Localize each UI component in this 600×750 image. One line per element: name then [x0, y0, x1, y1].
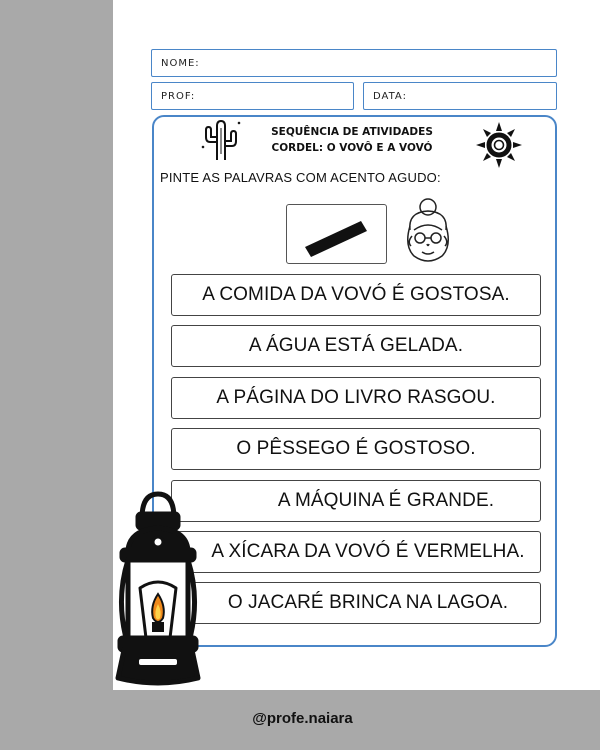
sentence-box-7	[171, 582, 541, 624]
title-line-2: CORDEL: O VOVÔ E A VOVÓ	[271, 142, 433, 154]
title-line-1: SEQUÊNCIA DE ATIVIDADES	[271, 126, 433, 138]
sentence-box-5	[171, 480, 541, 522]
sentence-box-1	[171, 274, 541, 316]
sentence-text-6: A XÍCARA DA VOVÓ É VERMELHA.	[211, 541, 525, 562]
instruction-text: PINTE AS PALAVRAS COM ACENTO AGUDO:	[160, 170, 441, 185]
name-label: NOME:	[161, 58, 200, 69]
chalk-stick-icon	[301, 213, 373, 257]
sentence-text-1: A COMIDA DA VOVÓ É GOSTOSA.	[202, 284, 510, 305]
sentence-box-4	[171, 428, 541, 470]
sentence-box-3	[171, 377, 541, 419]
grandmother-face-icon	[398, 196, 458, 268]
lantern-icon	[108, 488, 208, 693]
date-label: DATA:	[373, 91, 407, 102]
sentence-text-4: O PÊSSEGO É GOSTOSO.	[236, 438, 476, 459]
name-field[interactable]	[151, 49, 557, 77]
cactus-icon	[198, 116, 244, 162]
sentence-text-7: O JACARÉ BRINCA NA LAGOA.	[227, 592, 509, 613]
sun-icon	[474, 122, 524, 168]
sentence-box-2	[171, 325, 541, 367]
author-handle[interactable]: @profe.naiara	[252, 710, 353, 727]
sentence-text-3: A PÁGINA DO LIVRO RASGOU.	[216, 387, 496, 408]
date-field[interactable]	[363, 82, 557, 110]
prof-field[interactable]	[151, 82, 354, 110]
chalkboard-image-box	[286, 204, 387, 264]
activity-title	[252, 124, 452, 156]
sentence-box-6	[171, 531, 541, 573]
sentence-text-5: A MÁQUINA É GRANDE.	[277, 490, 495, 511]
sentence-text-2: A ÁGUA ESTÁ GELADA.	[248, 335, 464, 356]
prof-label: PROF:	[161, 91, 196, 102]
